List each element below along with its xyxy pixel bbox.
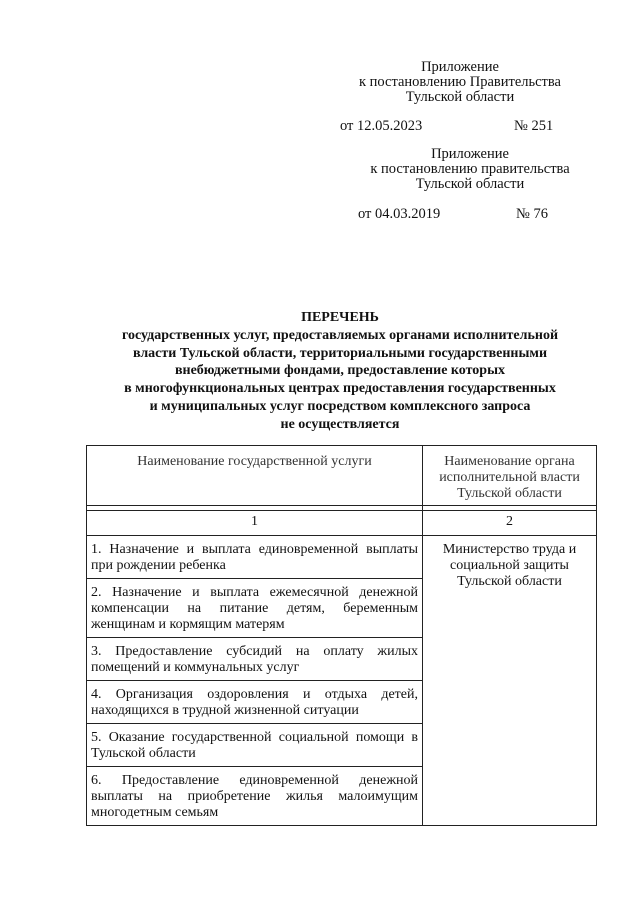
appendix-current-line3: Тульской области — [405, 89, 515, 105]
title-line: и муниципальных услуг посредством комплексного запроса — [149, 398, 531, 414]
title-line: в многофункциональных центрах предоставления государственных — [124, 381, 556, 397]
appendix-current — [340, 60, 580, 105]
title-line: государственных услуг, предоставляемых органами исполнительной — [121, 327, 559, 343]
services-table — [86, 445, 597, 826]
appendix-current-number: № 251 — [514, 118, 554, 134]
title-line: внебюджетными фондами, предоставление которых — [174, 363, 506, 379]
table-header-row — [87, 446, 597, 506]
service-cell: 5. Оказание государственной социальной помощи в Тульской области — [87, 724, 423, 767]
authority-line1: Министерство труда и — [442, 542, 577, 557]
appendix-current-line1: Приложение — [421, 59, 499, 75]
header-authority-line2: исполнительной власти — [439, 470, 580, 485]
service-cell: 6. Предоставление единовременной денежной выплаты на приобретение жилья малоимущим многодетным семьям — [87, 767, 423, 826]
column-number-2: 2 — [423, 511, 597, 536]
service-cell: 3. Предоставление субсидий на оплату жилых помещений и коммунальных услуг — [87, 638, 423, 681]
header-service-name: Наименование государственной услуги — [87, 446, 423, 506]
appendix-previous — [350, 147, 590, 192]
appendix-previous-line1: Приложение — [431, 146, 509, 162]
appendix-previous-line3: Тульской области — [415, 176, 525, 192]
column-number-1: 1 — [87, 511, 423, 536]
appendix-previous-number: № 76 — [516, 206, 548, 222]
header-authority-line1: Наименование органа — [444, 454, 575, 469]
service-cell: 2. Назначение и выплата ежемесячной денежной компенсации на питание детям, беременным женщинам и кормящим матерям — [87, 579, 423, 638]
title-line: не осуществляется — [280, 416, 400, 432]
authority-cell — [423, 536, 597, 826]
title-line: власти Тульской области, территориальными государственными — [132, 345, 548, 361]
appendix-current-date: от 12.05.2023 — [340, 118, 423, 134]
column-number-row — [87, 511, 597, 536]
header-authority-name — [423, 446, 597, 506]
table-row — [87, 536, 597, 579]
service-cell: 1. Назначение и выплата единовременной выплаты при рождении ребенка — [87, 536, 423, 579]
authority-line2: социальной защиты — [450, 558, 569, 573]
service-cell: 4. Организация оздоровления и отдыха детей, находящихся в трудной жизненной ситуации — [87, 681, 423, 724]
title-heading: ПЕРЕЧЕНЬ — [301, 310, 379, 325]
authority-line3: Тульской области — [457, 574, 562, 589]
appendix-previous-date: от 04.03.2019 — [358, 206, 441, 222]
appendix-previous-line2: к постановлению правительства — [370, 161, 570, 177]
appendix-current-line2: к постановлению Правительства — [359, 74, 561, 90]
header-authority-line3: Тульской области — [457, 486, 562, 501]
document-title — [80, 309, 600, 434]
